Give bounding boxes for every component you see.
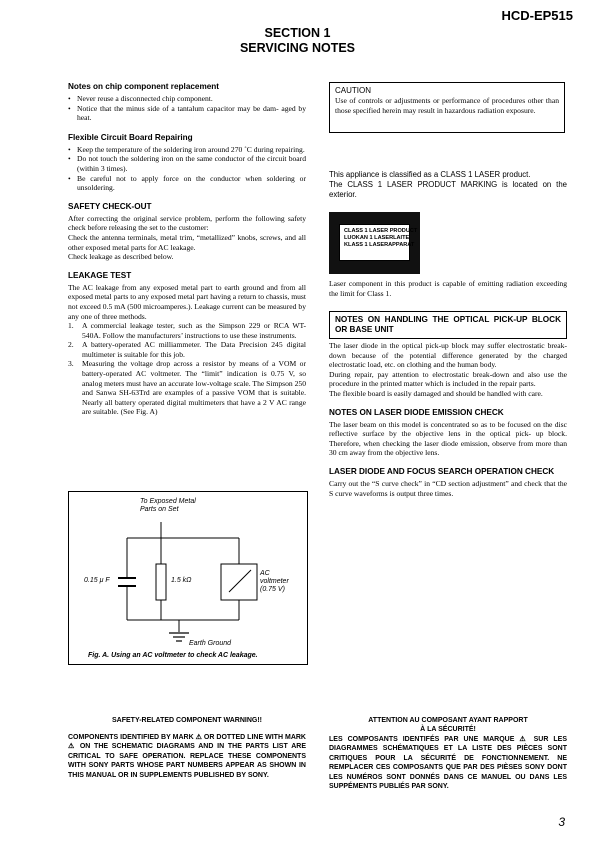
safety-line: Check the antenna terminals, metal trim, “metallized” knobs, screws, and all other exposed metal parts for AC leakage. <box>68 232 306 252</box>
page-number: 3 <box>558 815 565 829</box>
chip-list <box>68 94 306 123</box>
warning-text: COMPONENTS IDENTIFIED BY MARK ⚠ OR DOTTED LINE WITH MARK ⚠ ON THE SCHEMATIC DIAGRAMS AND IN THE PARTS LIST ARE CRITICAL TO SAFE OPERATION. REPLACE THESE COMPONENTS WITH SONY PARTS WHOSE PART NUMBERS APPEAR AS SHOWN IN THIS MANUAL OR IN SUPPLEMENTS PUBLISHED BY SONY. <box>68 734 306 779</box>
caution-text: Use of controls or adjustments or performance of procedures other than those specified herein may result in hazardous radiation exposure. <box>335 96 559 115</box>
focus-heading: LASER DIODE AND FOCUS SEARCH OPERATION CHECK <box>329 466 555 476</box>
emission-heading: NOTES ON LASER DIODE EMISSION CHECK <box>329 407 504 417</box>
list-item: 2. A battery-operated AC milliammeter. The Data Precision 245 digital multimeter is suitable for this job. <box>68 340 306 359</box>
right-column-body <box>329 341 567 498</box>
laser-class-line: The CLASS 1 LASER PRODUCT MARKING is located on the exterior. <box>329 180 567 199</box>
label-line: LUOKAN 1 LASERLAITE <box>344 235 410 241</box>
list-item: 3. Measuring the voltage drop across a resistor by means of a VOM or battery-operated AC voltmeter. The “limit” indication is 0.75 V, so analog meters must have an accurate low-voltage scale. The Simpson 250 and Sanwa SH-63Trd are examples of a passive VOM that is suitable. Nearly all battery operated digital multimeters that have a 2 V AC range are suitable. (See Fig. A) <box>68 359 307 417</box>
flex-heading: Flexible Circuit Board Repairing <box>68 132 193 142</box>
laser-class-line: This appliance is classified as a CLASS 1 LASER product. <box>329 170 531 179</box>
list-item: • Never reuse a disconnected chip component. <box>68 94 306 104</box>
safety-text <box>68 214 306 262</box>
list-item: • Be careful not to apply force on the conductor when soldering or unsoldering. <box>68 174 306 193</box>
chip-heading: Notes on chip component replacement <box>68 82 220 91</box>
label-ac: AC <box>260 570 270 577</box>
safety-line: After correcting the original service problem, perform the following safety check before releasing the set to the customer: <box>68 213 306 233</box>
laser-class-text <box>329 170 567 200</box>
focus-text: Carry out the “S curve check” in “CD section adjustment” and check that the S curve waveforms is output three times. <box>329 478 567 498</box>
laser-label-plate <box>339 224 418 261</box>
label-resistor: 1.5 kΩ <box>171 577 192 584</box>
warning-heading: À LA SÉCURITÉ! <box>420 726 476 733</box>
model-number: HCD-EP515 <box>501 8 573 23</box>
pickup-text <box>329 341 567 399</box>
capacitor-plate-bottom <box>118 585 136 587</box>
caution-box <box>329 82 565 133</box>
label-capacitor: 0.15 μ F <box>84 577 110 584</box>
figure-caption: Fig. A. Using an AC voltmeter to check AC leakage. <box>88 652 258 659</box>
laser-label <box>329 212 420 274</box>
page-title: SERVICING NOTES <box>239 41 356 55</box>
leakage-heading: LEAKAGE TEST <box>68 270 132 280</box>
list-item: • Do not touch the soldering iron on the same conductor of the circuit board (within 3 times). <box>68 154 306 173</box>
pickup-line: The laser diode in the optical pick-up block may suffer electrostatic break-down because of the potential difference generated by the charged electrostatic load, etc. on clothing and the human body. <box>329 341 567 370</box>
pickup-line: The flexible board is easily damaged and should be handled with care. <box>329 388 543 398</box>
warning-heading: SAFETY-RELATED COMPONENT WARNING!! <box>112 717 262 724</box>
label-ground: Earth Ground <box>189 640 232 647</box>
label-line: KLASS 1 LASERAPPARAT <box>344 242 415 248</box>
capacitor-plate-top <box>118 577 136 579</box>
label-voltage: (0.75 V) <box>260 586 285 593</box>
label-line: CLASS 1 LASER PRODUCT <box>344 228 418 234</box>
laser-component-text: Laser component in this product is capable of emitting radiation exceeding the limit for Class 1. <box>329 279 567 298</box>
emission-text: The laser beam on this model is concentrated so as to be focused on the disc reflective surface by the objective lens in the optical pick- up block. Therefore, when checking the laser diode emission, observe from more than 30 cm away from the objective lens. <box>329 419 567 458</box>
list-item: • Notice that the minus side of a tantalum capacitor may be dam- aged by heat. <box>68 104 306 123</box>
label-voltmeter: voltmeter <box>260 578 289 585</box>
warning-heading: ATTENTION AU COMPOSANT AYANT RAPPORT <box>368 717 528 724</box>
pickup-line: During repair, pay attention to electrostatic break-down and also use the procedure in the printed matter which is included in the repair parts. <box>329 369 567 389</box>
pickup-heading: NOTES ON HANDLING THE OPTICAL PICK-UP BLOCK OR BASE UNIT <box>329 311 567 339</box>
safety-heading: SAFETY CHECK-OUT <box>68 201 152 211</box>
safety-line: Check leakage as described below. <box>68 252 174 262</box>
label-metal-2: Parts on Set <box>140 506 179 513</box>
label-metal-1: To Exposed Metal <box>140 498 196 505</box>
section-label: SECTION 1 <box>264 26 331 40</box>
left-column <box>68 82 306 417</box>
warning-text: LES COMPOSANTS IDENTIFÉS PAR UNE MARQUE ⚠ SUR LES DIAGRAMMES SCHÉMATIQUES ET LA LISTE DES PIÈCES SONT CRITIQUES POUR LA SÉCURITÉ DE FONCTIONNEMENT. NE REMPLACER CES COMPOSANTS QUE PAR DES PIÈSES SONY DONT LES NUMÉROS SONT DONNÉS DANS CE MANUEL OU DANS LES SUPPÉMENTS PUBLIÉS PAR SONY. <box>329 736 567 791</box>
resistor <box>156 564 166 600</box>
caution-title: CAUTION <box>335 86 371 95</box>
leakage-intro: The AC leakage from any exposed metal part to earth ground and from all exposed metal parts to any exposed metal part having a return to chassis, must not exceed 0.5 mA (500 microamperes.). Leakage current can be measured by any one of three methods. <box>68 282 306 321</box>
warning-french <box>329 716 567 791</box>
leakage-list <box>68 321 306 417</box>
list-item: • Keep the temperature of the soldering iron around 270 ˚C during repairing. <box>68 145 306 155</box>
flex-list <box>68 145 306 193</box>
warning-english <box>68 716 306 780</box>
list-item: 1. A commercial leakage tester, such as the Simpson 229 or RCA WT-540A. Follow the manufacturers’ instructions to use these instruments. <box>68 321 306 340</box>
figure-a <box>68 491 308 665</box>
